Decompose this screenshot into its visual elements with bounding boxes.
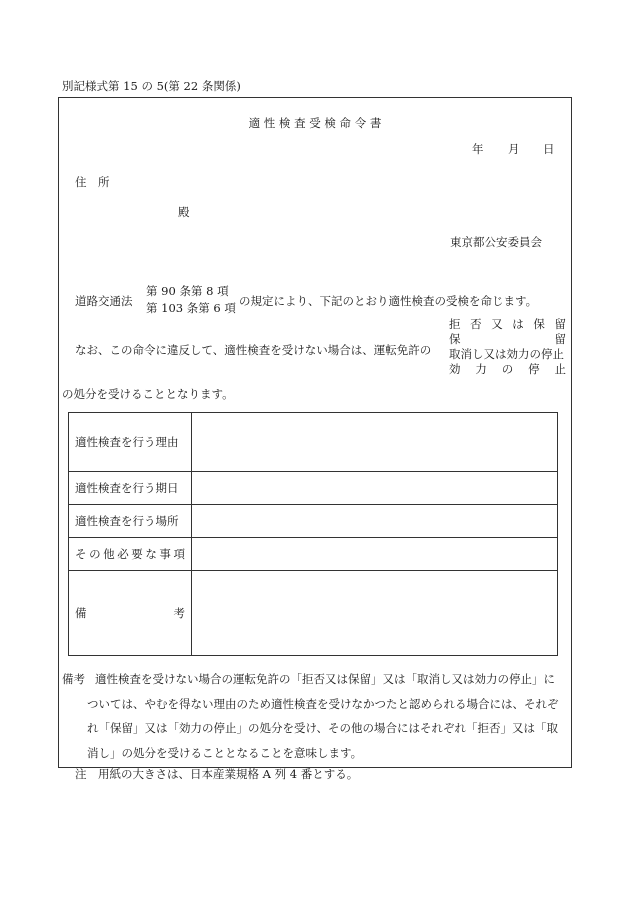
remark-line-4: 消し」の処分を受けることとなることを意味します。 <box>87 745 363 760</box>
notice-option-4 <box>449 363 566 377</box>
label-other <box>69 538 192 571</box>
document-title: 適 性 検 査 受 検 命 令 書 <box>248 116 382 130</box>
label-remarks-a: 備 <box>75 606 87 620</box>
honorific-label: 殿 <box>178 205 190 219</box>
label-remarks-b: 考 <box>173 606 185 620</box>
label-place: 適性検査を行う場所 <box>69 505 192 538</box>
label-reason: 適性検査を行う理由 <box>69 413 192 472</box>
law-order-text: の規定により、下記のとおり適性検査の受検を命じます。 <box>239 294 538 308</box>
value-other[interactable] <box>192 538 558 571</box>
label-other-text: そ の 他 必 要 な 事 項 <box>75 547 185 561</box>
date-month-label: 月 <box>508 142 520 156</box>
notice-text: なお、この命令に違反して、適性検査を受けない場合は、運転免許の <box>75 343 432 357</box>
date-year-label: 年 <box>472 142 484 156</box>
note-text: 用紙の大きさは、日本産業規格 A 列 4 番とする。 <box>98 767 359 781</box>
table-row-remarks <box>69 571 558 656</box>
table-row-other <box>69 538 558 571</box>
remark-line-1: 備考 適性検査を受けない場合の運転免許の「拒否又は保留」又は「取消し又は効力の停止」に <box>62 672 555 686</box>
law-name: 道路交通法 <box>75 294 133 308</box>
info-table <box>68 412 558 656</box>
value-place[interactable] <box>192 505 558 538</box>
table-row-reason <box>69 413 558 472</box>
notice-option-4-text: 効 力 の 停 止 <box>449 362 566 376</box>
notice-option-3: 取消し又は効力の停止 <box>449 347 564 361</box>
notice-option-2 <box>449 333 566 347</box>
issuer-name: 東京都公安委員会 <box>450 235 542 249</box>
remark-line-2: ついては、やむを得ない理由のため適性検査を受けなかつたと認められる場合には、それぞ <box>87 696 559 711</box>
date-day-label: 日 <box>543 142 555 156</box>
notice-option-2-text: 保 留 <box>449 332 566 346</box>
form-reference: 別記様式第 15 の 5(第 22 条関係) <box>62 79 241 93</box>
remark-block <box>62 667 570 765</box>
table-row-deadline <box>69 472 558 505</box>
law-article-1: 第 90 条第 8 項 <box>146 284 229 298</box>
value-deadline[interactable] <box>192 472 558 505</box>
value-reason[interactable] <box>192 413 558 472</box>
notice-option-1 <box>449 318 566 332</box>
value-remarks[interactable] <box>192 571 558 656</box>
notice-option-1-text: 拒 否 又 は 保 留 <box>449 317 566 331</box>
table-row-place <box>69 505 558 538</box>
label-deadline: 適性検査を行う期日 <box>69 472 192 505</box>
address-label: 住 所 <box>75 175 110 189</box>
notice-continuation: の処分を受けることとなります。 <box>62 387 234 401</box>
label-remarks <box>69 571 192 656</box>
remark-line-3: れ「保留」又は「効力の停止」の処分を受け、その他の場合にはそれぞれ「拒否」又は「取 <box>87 721 559 735</box>
note-label: 注 <box>75 767 87 781</box>
law-article-2: 第 103 条第 6 項 <box>146 301 236 315</box>
remark-label: 備考 <box>62 672 85 686</box>
